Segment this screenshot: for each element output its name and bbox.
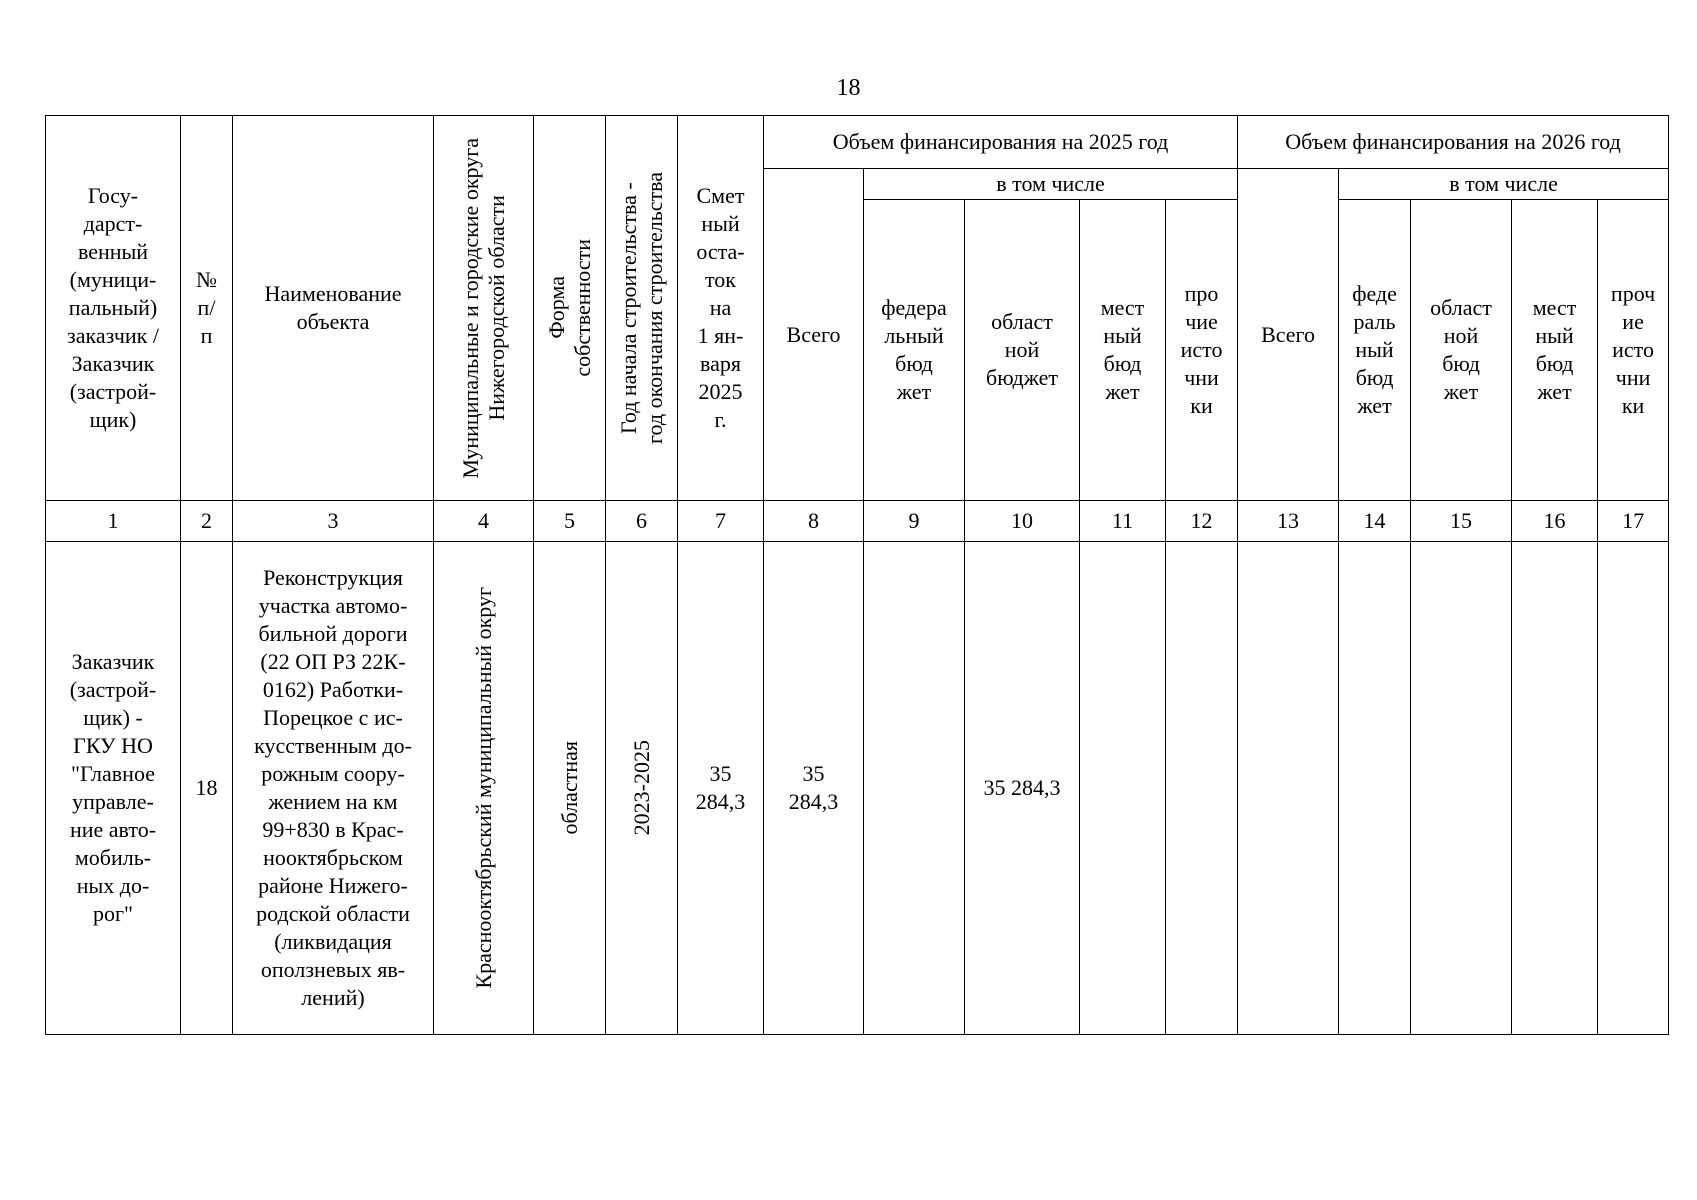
- header-years: [606, 116, 678, 501]
- header-local-2026: мест ный бюд жет: [1512, 200, 1598, 501]
- header-other-2025: про чие исто чни ки: [1166, 200, 1238, 501]
- cell-federal-2026: [1339, 542, 1411, 1035]
- column-number: 14: [1339, 501, 1411, 542]
- cell-years-text: 2023-2025: [628, 740, 654, 836]
- cell-ownership: [534, 542, 606, 1035]
- header-years-text: Год начала строительства - год окончания строительства: [615, 172, 667, 444]
- cell-other-2025: [1166, 542, 1238, 1035]
- header-including-2026: в том числе: [1339, 169, 1669, 200]
- header-total-2025: Всего: [764, 169, 864, 501]
- column-number: 12: [1166, 501, 1238, 542]
- column-number: 6: [606, 501, 678, 542]
- column-number: 16: [1512, 501, 1598, 542]
- column-number: 5: [534, 501, 606, 542]
- header-including-2025: в том числе: [864, 169, 1238, 200]
- column-number: 15: [1411, 501, 1512, 542]
- financing-table: [45, 115, 1669, 1035]
- header-local-2025: мест ный бюд жет: [1080, 200, 1166, 501]
- cell-other-2026: [1598, 542, 1669, 1035]
- header-districts: [434, 116, 534, 501]
- cell-federal-2025: [864, 542, 965, 1035]
- column-number: 2: [181, 501, 233, 542]
- cell-regional-2026: [1411, 542, 1512, 1035]
- cell-regional-2025: 35 284,3: [965, 542, 1080, 1035]
- cell-years: [606, 542, 678, 1035]
- header-regional-2026: област ной бюд жет: [1411, 200, 1512, 501]
- header-ownership: [534, 116, 606, 501]
- page-number: 18: [836, 75, 861, 101]
- cell-ownership-text: областная: [556, 741, 582, 835]
- cell-total-2026: [1238, 542, 1339, 1035]
- header-funding-2025: Объем финансирования на 2025 год: [764, 116, 1238, 169]
- column-number: 8: [764, 501, 864, 542]
- header-districts-text: Муниципальные и городские округа Нижегородской области: [457, 137, 509, 479]
- header-total-2026: Всего: [1238, 169, 1339, 501]
- cell-local-2025: [1080, 542, 1166, 1035]
- column-number: 3: [233, 501, 434, 542]
- header-balance: Смет ный оста- ток на 1 ян- варя 2025 г.: [678, 116, 764, 501]
- cell-customer: Заказчик (застрой- щик) - ГКУ НО "Главное управле- ние авто- мобиль- ных до- рог": [46, 542, 181, 1035]
- cell-number: 18: [181, 542, 233, 1035]
- header-regional-2025: област ной бюджет: [965, 200, 1080, 501]
- column-number: 11: [1080, 501, 1166, 542]
- column-numbers-row: [46, 501, 1669, 542]
- column-number: 10: [965, 501, 1080, 542]
- cell-local-2026: [1512, 542, 1598, 1035]
- header-federal-2026: феде раль ный бюд жет: [1339, 200, 1411, 501]
- header-other-2026: проч ие исто чни ки: [1598, 200, 1669, 501]
- cell-district-text: Краснооктябрьский муниципальный округ: [470, 587, 496, 989]
- header-row-top: [46, 116, 1669, 169]
- cell-balance: 35 284,3: [678, 542, 764, 1035]
- table-row: [46, 542, 1669, 1035]
- header-funding-2026: Объем финансирования на 2026 год: [1238, 116, 1669, 169]
- cell-total-2025: 35 284,3: [764, 542, 864, 1035]
- column-number: 4: [434, 501, 534, 542]
- column-number: 17: [1598, 501, 1669, 542]
- column-number: 7: [678, 501, 764, 542]
- header-ownership-text: Форма собственности: [543, 239, 595, 377]
- column-number: 1: [46, 501, 181, 542]
- header-number: № п/ п: [181, 116, 233, 501]
- column-number: 13: [1238, 501, 1339, 542]
- column-number: 9: [864, 501, 965, 542]
- header-customer: Госу- дарст- венный (муници- пальный) заказчик / Заказчик (застрой- щик): [46, 116, 181, 501]
- cell-district: [434, 542, 534, 1035]
- cell-object-name: Реконструкция участка автомо- бильной дороги (22 ОП РЗ 22К- 0162) Работки- Порецкое с ис- кусственным до- рожным соору- жением на км 99+830 в Крас- нооктябрьском районе Нижего- родской области (ликвидация оползневых яв- лений): [233, 542, 434, 1035]
- header-object-name: Наименование объекта: [233, 116, 434, 501]
- header-federal-2025: федера льный бюд жет: [864, 200, 965, 501]
